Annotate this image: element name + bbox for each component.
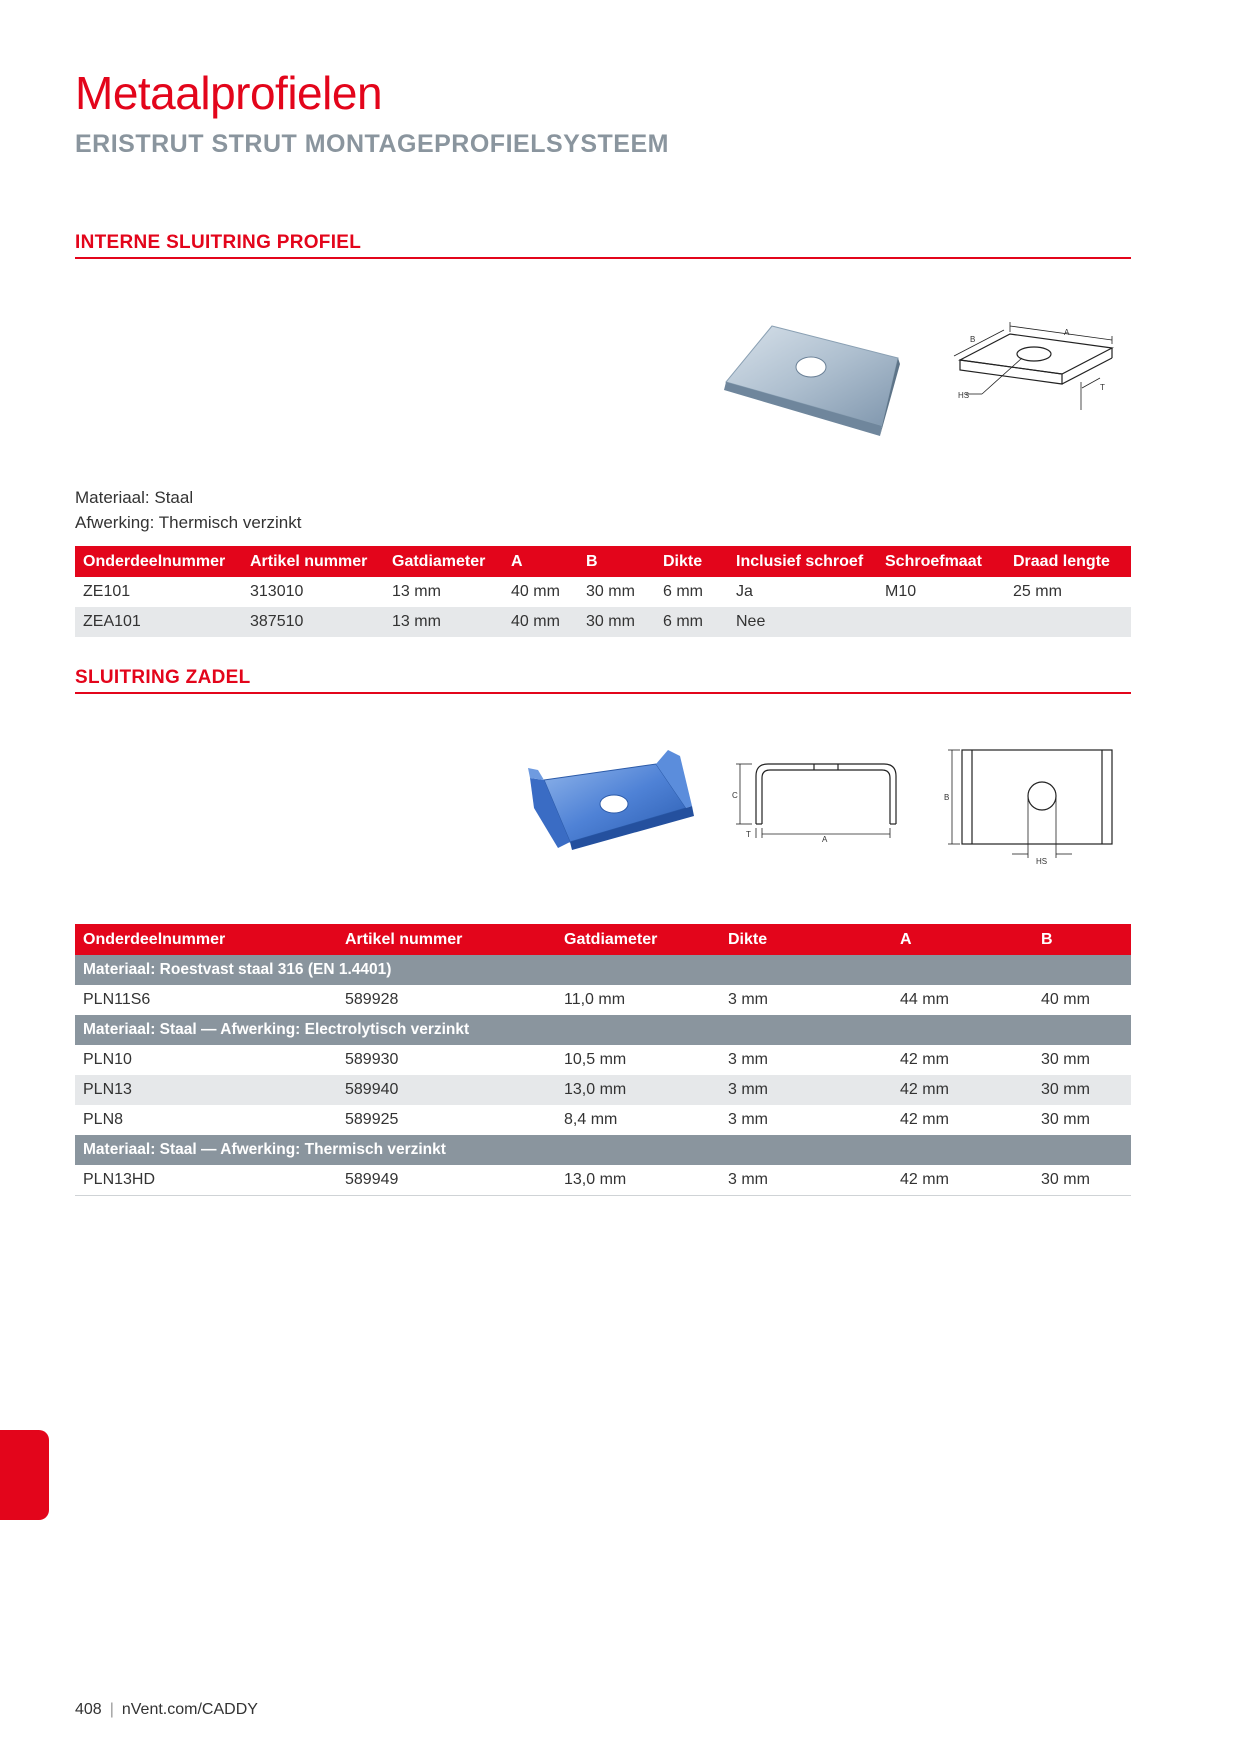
page-number: 408 [75,1701,102,1718]
col-header: Artikel nummer [242,546,384,577]
washer-plate-diagram [940,322,1120,432]
table-header-row [75,924,1131,955]
group-label: Materiaal: Roestvast staal 316 (EN 1.4401) [75,955,1131,985]
cell: ZE101 [83,583,131,600]
cell: 13,0 mm [556,1075,720,1105]
col-header: B [1033,924,1131,955]
cell: 3 mm [728,1111,768,1128]
cell: M10 [885,583,917,600]
col-header: A [503,546,578,577]
cell: Ja [736,583,753,600]
dim-b-label: B [944,793,950,802]
cell: 42 mm [900,1111,949,1128]
col-header: B [578,546,655,577]
cell: PLN11S6 [83,991,151,1008]
chapter-tab [0,1430,49,1520]
cell: 6 mm [655,607,728,637]
material-group-row [75,955,1131,985]
table-row [75,1075,1131,1105]
table-row [75,1045,1131,1075]
section-title: INTERNE SLUITRING PROFIEL [75,232,362,253]
cell [877,607,1005,637]
cell: 589928 [345,991,399,1008]
col-header: Artikel nummer [337,924,556,955]
cell: 13 mm [392,583,441,600]
table-header-row [75,546,1131,577]
section-heading-interne-sluitring [75,232,1131,259]
cell: 30 mm [578,607,655,637]
cell: 3 mm [728,1051,768,1068]
col-header: A [892,924,1033,955]
col-header: Dikte [655,546,728,577]
cell: 44 mm [900,991,949,1008]
col-header: Onderdeelnummer [75,546,242,577]
cell: 3 mm [728,991,768,1008]
page-title: Metaalprofielen [75,67,383,119]
saddle-side-diagram [726,746,906,846]
spec-block [75,485,301,535]
cell: 313010 [250,583,304,600]
cell [1005,607,1131,637]
group-label: Materiaal: Staal — Afwerking: Thermisch verzinkt [75,1135,1131,1165]
table-row [75,577,1131,607]
cell: PLN13 [75,1075,337,1105]
cell: 42 mm [892,1075,1033,1105]
cell: 40 mm [503,607,578,637]
dim-t-label: T [746,830,751,839]
cell: 589940 [337,1075,556,1105]
group-label: Materiaal: Staal — Afwerking: Electrolytisch verzinkt [75,1015,1131,1045]
col-header: Gatdiameter [556,924,720,955]
dim-b-label: B [970,335,976,344]
cell: 13 mm [384,607,503,637]
col-header: Inclusief schroef [728,546,877,577]
page-footer [75,1701,258,1719]
cell: 30 mm [1033,1075,1131,1105]
cell: 30 mm [1033,1165,1131,1195]
cell: 589930 [345,1051,399,1068]
cell: ZEA101 [75,607,242,637]
material-group-row [75,1135,1131,1165]
cell: 589949 [337,1165,556,1195]
col-header: Gatdiameter [384,546,503,577]
cell: 40 mm [1041,991,1090,1008]
dim-hs-label: HS [1036,857,1048,866]
dim-a-label: A [1064,328,1070,337]
cell: 25 mm [1013,583,1062,600]
cell: 10,5 mm [564,1051,627,1068]
table-row [75,1105,1131,1135]
dim-c-label: C [732,791,738,800]
dim-hs-label: HS [958,391,970,400]
cell: 42 mm [900,1051,949,1068]
section-heading-sluitring-zadel [75,667,1131,694]
dim-a-label: A [822,835,828,844]
finish-text: Afwerking: Thermisch verzinkt [75,513,302,532]
table-row [75,1165,1131,1195]
cell: PLN10 [83,1051,132,1068]
cell: 3 mm [720,1075,892,1105]
product-table-2 [75,924,1131,1196]
material-text: Materiaal: Staal [75,488,194,507]
cell: 30 mm [1041,1111,1090,1128]
washer-plate-photo [722,322,902,440]
cell: 3 mm [720,1165,892,1195]
cell: 387510 [242,607,384,637]
page-subtitle: ERISTRUT STRUT MONTAGEPROFIELSYSTEEM [75,130,669,158]
cell: 42 mm [892,1165,1033,1195]
col-header: Dikte [720,924,892,955]
section-title: SLUITRING ZADEL [75,667,251,688]
table-row [75,985,1131,1015]
cell: 11,0 mm [564,991,626,1008]
dim-t-label: T [1100,383,1105,392]
saddle-top-diagram [932,746,1132,866]
product-table-1 [75,546,1131,637]
footer-separator: | [109,1701,114,1718]
cell: PLN13HD [75,1165,337,1195]
cell: 6 mm [663,583,703,600]
cell: 40 mm [511,583,560,600]
col-header: Onderdeelnummer [75,924,337,955]
cell: 8,4 mm [564,1111,618,1128]
material-group-row [75,1015,1131,1045]
cell: 13,0 mm [556,1165,720,1195]
cell: 30 mm [586,583,635,600]
cell: PLN8 [83,1111,124,1128]
col-header: Draad lengte [1005,546,1131,577]
cell: Nee [728,607,877,637]
table-row [75,607,1131,637]
cell: 589925 [345,1111,399,1128]
saddle-washer-photo [524,746,696,856]
footer-url-link[interactable]: nVent.com/CADDY [121,1701,258,1718]
col-header: Schroefmaat [877,546,1005,577]
cell: 30 mm [1041,1051,1090,1068]
